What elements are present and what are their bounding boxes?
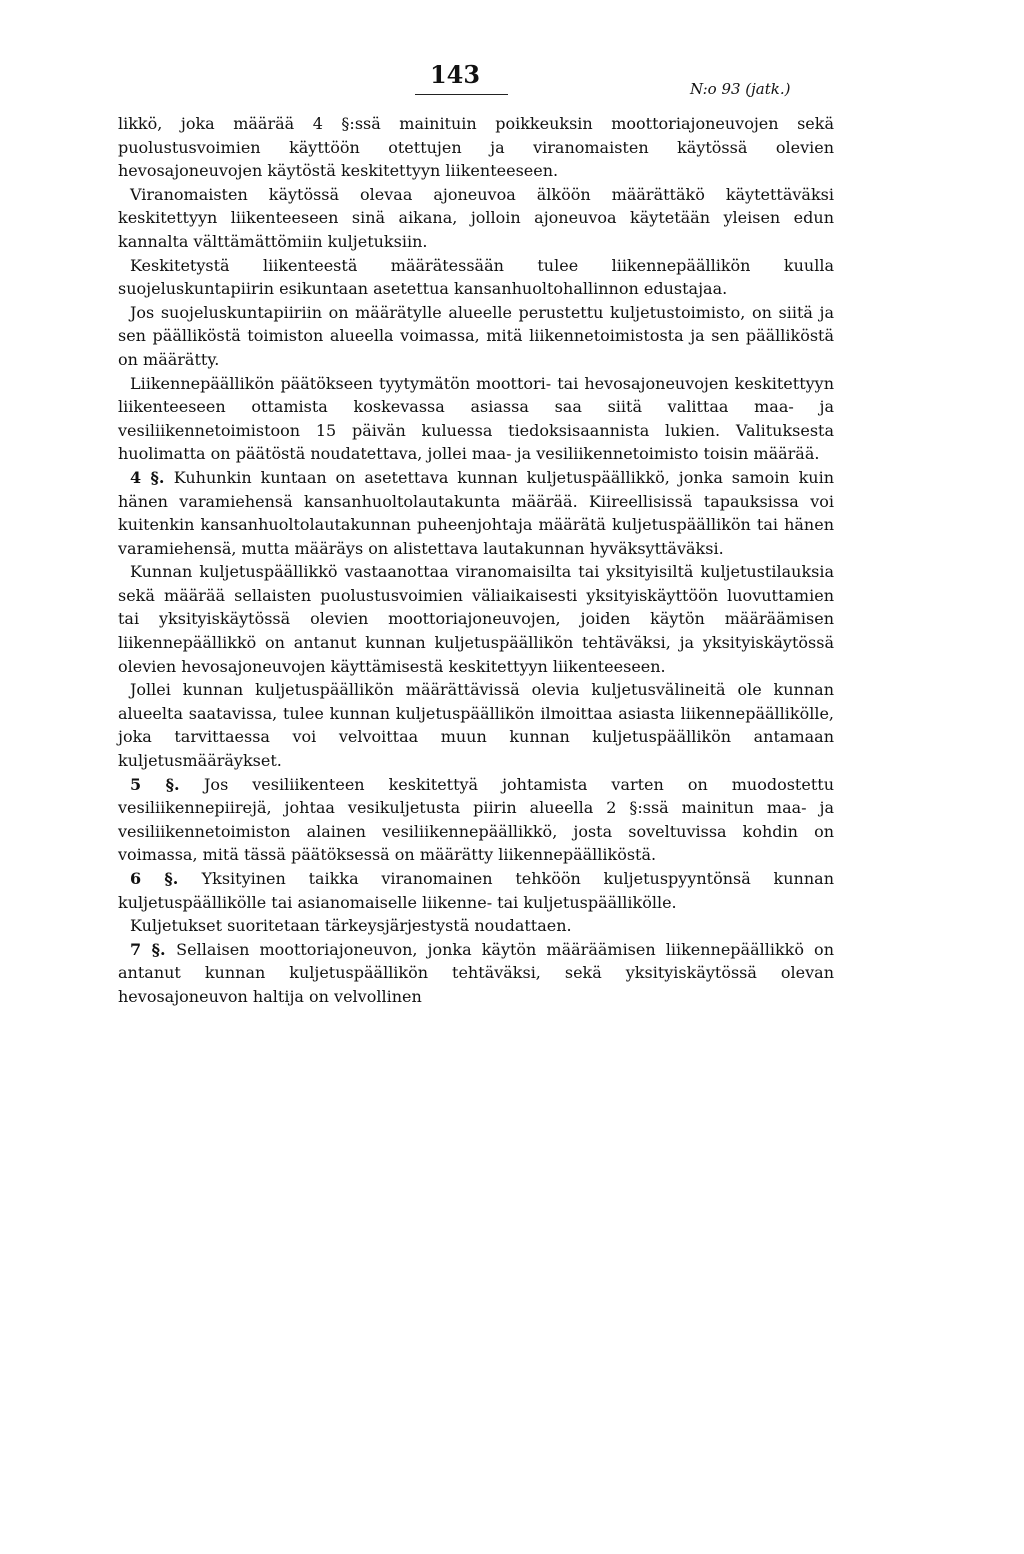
section-number: 4 §. <box>130 467 174 487</box>
paragraph-text: Jos suojeluskuntapiiriin on määrätylle alueelle perustettu kuljetustoimisto, on siitä ja sen päälliköstä toimiston alueella voimassa, mitä liikennetoimistosta ja sen päälliköstä on määrätty. <box>118 302 834 369</box>
paragraph-text: Kunnan kuljetuspäällikkö vastaanottaa viranomaisilta tai yksityisiltä kuljetustilauksia sekä määrää sellaisten puolustusvoimien väliaikaisesti yksityiskäyttöön luovuttamien tai yksityiskäytössä olevien moottoriajoneuvojen, joiden käytön määräämisen liikennepäällikkö on antanut kunnan kuljetuspäällikön tehtäväksi, ja yksityiskäytössä olevien hevosajoneuvojen käyttämisestä keskitettyyn liikenteeseen. <box>118 562 834 676</box>
section-number: 7 §. <box>130 939 177 959</box>
paragraph <box>118 372 834 466</box>
paragraph <box>118 466 834 560</box>
paragraph <box>118 938 834 1009</box>
paragraph <box>118 112 834 183</box>
paragraph <box>118 773 834 867</box>
body-text <box>118 112 834 1009</box>
section-number: 5 §. <box>130 774 205 794</box>
series-reference: N:o 93 (jatk.) <box>690 80 791 98</box>
paragraph-text: Yksityinen taikka viranomainen tehköön kuljetuspyyntönsä kunnan kuljetuspäällikölle tai asianomaiselle liikenne- tai kuljetuspäällikölle. <box>118 869 834 912</box>
paragraph <box>118 254 834 301</box>
paragraph-text: Viranomaisten käytössä olevaa ajoneuvoa älköön määrättäkö käytettäväksi keskitettyyn liikenteeseen sinä aikana, jolloin ajoneuvoa käytetään yleisen edun kannalta välttämättömiin kuljetuksiin. <box>118 184 834 251</box>
paragraph <box>118 183 834 254</box>
paragraph <box>118 678 834 772</box>
section-number: 6 §. <box>130 869 202 888</box>
paragraph-text: likkö, joka määrää 4 §:ssä mainituin poikkeuksin moottoriajoneuvojen sekä puolustusvoimien käyttöön otettujen ja viranomaisten käytössä olevien hevosajoneuvojen käytöstä keskitettyyn liikenteeseen. <box>118 114 834 181</box>
paragraph <box>118 867 834 914</box>
page-header <box>0 58 1024 102</box>
paragraph-text: Kuljetukset suoritetaan tärkeysjärjestystä noudattaen. <box>130 916 572 936</box>
paragraph-text: Jollei kunnan kuljetuspäällikön määrättävissä olevia kuljetusvälineitä ole kunnan alueelta saatavissa, tulee kunnan kuljetuspäällikön ilmoittaa asiasta liikennepäällikölle, joka tarvittaessa voi velvoittaa muun kunnan kuljetuspäällikön antamaan kuljetusmääräykset. <box>118 680 834 771</box>
paragraph-text: Liikennepäällikön päätökseen tyytymätön moottori- tai hevosajoneuvojen keskitettyyn liikenteeseen ottamista koskevassa asiassa saa siitä valittaa maa- ja vesiliikennetoimistoon 15 päivän kuluessa tiedoksisaannista lukien. Valituksesta huolimatta on päätöstä noudatettava, jollei maa- ja vesiliikennetoimisto toisin määrää. <box>118 373 834 464</box>
paragraph-text: Sellaisen moottoriajoneuvon, jonka käytön määräämisen liikennepäällikkö on antanut kunnan kuljetuspäällikön tehtäväksi, sekä yksityiskäytössä olevan hevosajoneuvon haltija on velvollinen <box>118 939 834 1006</box>
paragraph <box>118 301 834 372</box>
paragraph-text: Keskitetystä liikenteestä määrätessään tulee liikennepäällikön kuulla suojeluskuntapiirin esikuntaan asetettua kansanhuoltohallinnon edustajaa. <box>118 255 834 299</box>
paragraph <box>118 560 834 678</box>
paragraph <box>118 914 834 938</box>
page-number: 143 <box>429 60 481 89</box>
paragraph-text: Kuhunkin kuntaan on asetettava kunnan kuljetuspäällikkö, jonka samoin kuin hänen varamiehensä kansanhuoltolautakunta määrää. Kiireellisissä tapauksissa voi kuitenkin kansanhuoltolautakunnan puheenjohtaja määrätä kuljetuspäällikön tai hänen varamiehensä, mutta määräys on alistettava lautakunnan hyväksyttäväksi. <box>118 467 834 558</box>
paragraph-text: Jos vesiliikenteen keskitettyä johtamista varten on muodostettu vesiliikennepiirejä, johtaa vesikuljetusta piirin alueella 2 §:ssä mainitun maa- ja vesiliikennetoimiston alainen vesiliikennepäällikkö, josta soveltuvissa kohdin on voimassa, mitä tässä päätöksessä on määrätty liikennepäälliköstä. <box>118 774 834 865</box>
header-rule <box>415 94 508 95</box>
